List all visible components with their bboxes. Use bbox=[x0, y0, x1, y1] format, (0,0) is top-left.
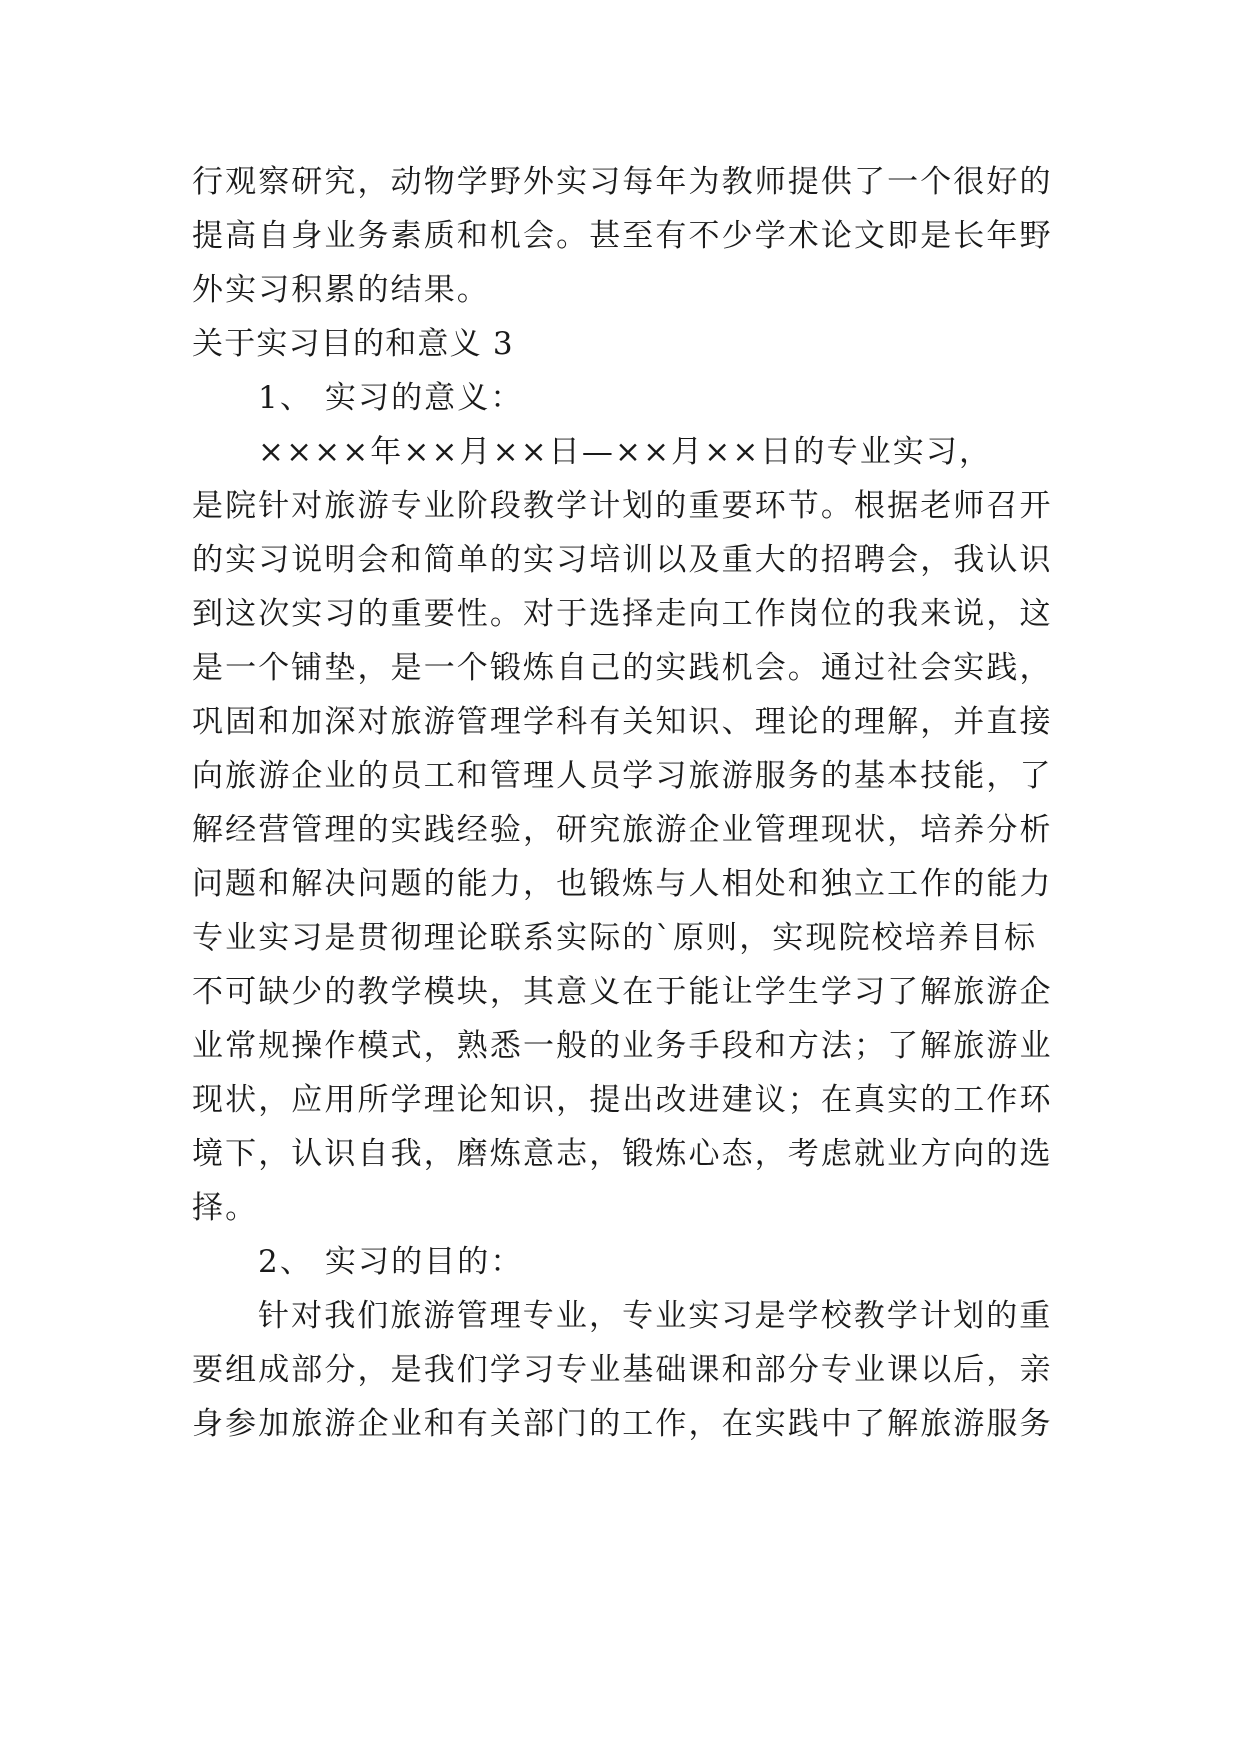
paragraph-line: ××××年××月××日—××月××日的专业实习， bbox=[258, 434, 993, 470]
paragraph-line: 不可缺少的教学模块，其意义在于能让学生学习了解旅游企 bbox=[192, 974, 1053, 1010]
paragraph-line: 巩固和加深对旅游管理学科有关知识、理论的理解，并直接 bbox=[192, 704, 1053, 740]
paragraph-line: 专业实习是贯彻理论联系实际的`原则，实现院校培养目标 bbox=[192, 920, 1038, 956]
paragraph-line: 是院针对旅游专业阶段教学计划的重要环节。根据老师召开 bbox=[192, 488, 1053, 524]
paragraph-line: 身参加旅游企业和有关部门的工作，在实践中了解旅游服务 bbox=[192, 1406, 1053, 1442]
section-title: 关于实习目的和意义 3 bbox=[192, 326, 514, 362]
paragraph-line: 到这次实习的重要性。对于选择走向工作岗位的我来说，这 bbox=[192, 596, 1053, 632]
paragraph-line: 针对我们旅游管理专业，专业实习是学校教学计划的重 bbox=[258, 1298, 1053, 1334]
subheading-meaning: 1、 实习的意义： bbox=[258, 380, 524, 416]
paragraph-line: 现状，应用所学理论知识，提出改进建议；在真实的工作环 bbox=[192, 1082, 1053, 1118]
paragraph-line: 的实习说明会和简单的实习培训以及重大的招聘会，我认识 bbox=[192, 542, 1053, 578]
paragraph-line: 外实习积累的结果。 bbox=[192, 272, 490, 308]
subheading-purpose: 2、 实习的目的： bbox=[258, 1244, 524, 1280]
paragraph-line: 提高自身业务素质和机会。甚至有不少学术论文即是长年野 bbox=[192, 218, 1053, 254]
paragraph-line: 问题和解决问题的能力，也锻炼与人相处和独立工作的能力 bbox=[192, 866, 1053, 902]
paragraph-line: 要组成部分，是我们学习专业基础课和部分专业课以后，亲 bbox=[192, 1352, 1053, 1388]
paragraph-line: 境下，认识自我，磨炼意志，锻炼心态，考虑就业方向的选 bbox=[192, 1136, 1053, 1172]
paragraph-line: 择。 bbox=[192, 1190, 259, 1226]
paragraph-line: 行观察研究，动物学野外实习每年为教师提供了一个很好的 bbox=[192, 164, 1053, 200]
paragraph-line: 业常规操作模式，熟悉一般的业务手段和方法；了解旅游业 bbox=[192, 1028, 1053, 1064]
paragraph-line: 解经营管理的实践经验，研究旅游企业管理现状，培养分析 bbox=[192, 812, 1053, 848]
paragraph-line: 向旅游企业的员工和管理人员学习旅游服务的基本技能，了 bbox=[192, 758, 1053, 794]
paragraph-line: 是一个铺垫，是一个锻炼自己的实践机会。通过社会实践， bbox=[192, 650, 1053, 686]
